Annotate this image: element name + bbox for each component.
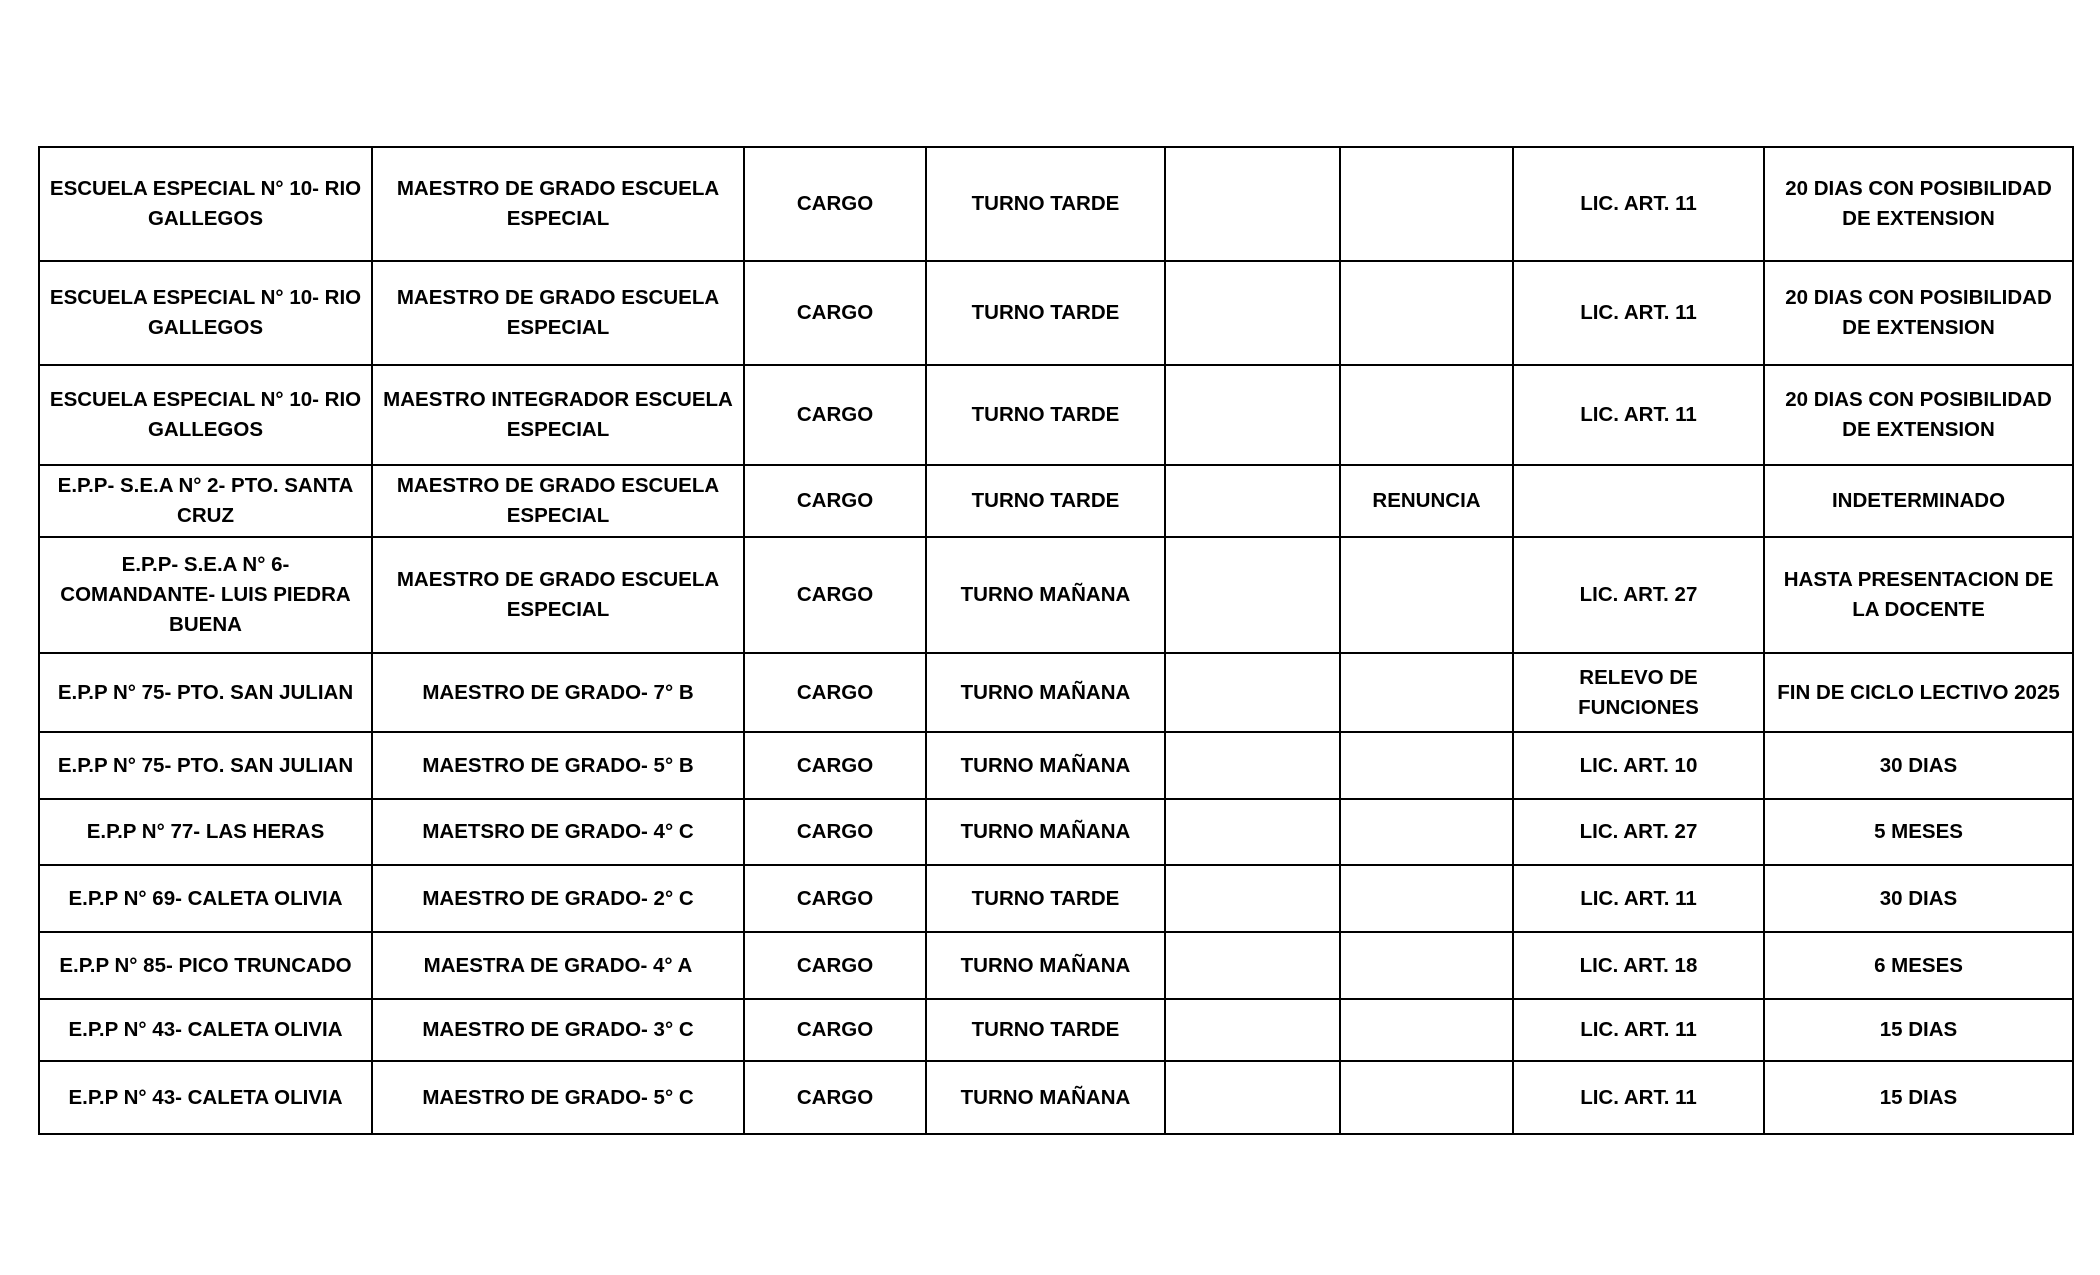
shift-cell: TURNO TARDE: [926, 261, 1165, 365]
blank-cell-a: [1165, 537, 1340, 653]
table-row: [39, 932, 2073, 999]
license-cell: LIC. ART. 11: [1513, 999, 1764, 1061]
reason-cell: [1340, 147, 1513, 261]
blank-cell-a: [1165, 465, 1340, 537]
duration-cell: FIN DE CICLO LECTIVO 2025: [1764, 653, 2073, 732]
school-cell: E.P.P N° 43- CALETA OLIVIA: [39, 999, 372, 1061]
blank-cell-a: [1165, 1061, 1340, 1134]
duration-cell: 30 DIAS: [1764, 732, 2073, 799]
reason-cell: [1340, 999, 1513, 1061]
type-cell: CARGO: [744, 865, 926, 932]
table-row: [39, 465, 2073, 537]
blank-cell-a: [1165, 799, 1340, 865]
position-cell: MAESTRO DE GRADO- 3° C: [372, 999, 744, 1061]
type-cell: CARGO: [744, 1061, 926, 1134]
reason-cell: [1340, 261, 1513, 365]
table-row: [39, 653, 2073, 732]
blank-cell-a: [1165, 653, 1340, 732]
table-row: [39, 732, 2073, 799]
reason-cell: RENUNCIA: [1340, 465, 1513, 537]
vacancies-table: [38, 146, 2074, 1135]
type-cell: CARGO: [744, 365, 926, 465]
type-cell: CARGO: [744, 465, 926, 537]
school-cell: E.P.P N° 85- PICO TRUNCADO: [39, 932, 372, 999]
duration-cell: 15 DIAS: [1764, 999, 2073, 1061]
shift-cell: TURNO MAÑANA: [926, 732, 1165, 799]
shift-cell: TURNO TARDE: [926, 865, 1165, 932]
reason-cell: [1340, 732, 1513, 799]
shift-cell: TURNO TARDE: [926, 999, 1165, 1061]
document-page: [38, 146, 2072, 1135]
position-cell: MAESTRO DE GRADO ESCUELA ESPECIAL: [372, 465, 744, 537]
school-cell: ESCUELA ESPECIAL N° 10- RIO GALLEGOS: [39, 147, 372, 261]
blank-cell-a: [1165, 732, 1340, 799]
table-body: [39, 147, 2073, 1134]
duration-cell: 5 MESES: [1764, 799, 2073, 865]
license-cell: LIC. ART. 11: [1513, 147, 1764, 261]
type-cell: CARGO: [744, 147, 926, 261]
shift-cell: TURNO TARDE: [926, 465, 1165, 537]
position-cell: MAETSRO DE GRADO- 4° C: [372, 799, 744, 865]
blank-cell-a: [1165, 365, 1340, 465]
blank-cell-a: [1165, 932, 1340, 999]
type-cell: CARGO: [744, 261, 926, 365]
type-cell: CARGO: [744, 799, 926, 865]
reason-cell: [1340, 653, 1513, 732]
duration-cell: 20 DIAS CON POSIBILIDAD DE EXTENSION: [1764, 147, 2073, 261]
duration-cell: 20 DIAS CON POSIBILIDAD DE EXTENSION: [1764, 365, 2073, 465]
blank-cell-a: [1165, 999, 1340, 1061]
position-cell: MAESTRO INTEGRADOR ESCUELA ESPECIAL: [372, 365, 744, 465]
duration-cell: 6 MESES: [1764, 932, 2073, 999]
position-cell: MAESTRO DE GRADO- 5° B: [372, 732, 744, 799]
table-row: [39, 365, 2073, 465]
license-cell: LIC. ART. 11: [1513, 261, 1764, 365]
type-cell: CARGO: [744, 932, 926, 999]
shift-cell: TURNO MAÑANA: [926, 1061, 1165, 1134]
type-cell: CARGO: [744, 999, 926, 1061]
school-cell: E.P.P N° 75- PTO. SAN JULIAN: [39, 732, 372, 799]
reason-cell: [1340, 932, 1513, 999]
license-cell: LIC. ART. 11: [1513, 365, 1764, 465]
position-cell: MAESTRO DE GRADO- 7° B: [372, 653, 744, 732]
reason-cell: [1340, 365, 1513, 465]
table-row: [39, 799, 2073, 865]
shift-cell: TURNO MAÑANA: [926, 932, 1165, 999]
type-cell: CARGO: [744, 537, 926, 653]
license-cell: LIC. ART. 27: [1513, 799, 1764, 865]
table-row: [39, 1061, 2073, 1134]
duration-cell: INDETERMINADO: [1764, 465, 2073, 537]
school-cell: E.P.P- S.E.A N° 2- PTO. SANTA CRUZ: [39, 465, 372, 537]
school-cell: E.P.P N° 69- CALETA OLIVIA: [39, 865, 372, 932]
blank-cell-a: [1165, 865, 1340, 932]
position-cell: MAESTRO DE GRADO ESCUELA ESPECIAL: [372, 147, 744, 261]
duration-cell: 30 DIAS: [1764, 865, 2073, 932]
table-row: [39, 261, 2073, 365]
shift-cell: TURNO TARDE: [926, 365, 1165, 465]
school-cell: ESCUELA ESPECIAL N° 10- RIO GALLEGOS: [39, 365, 372, 465]
school-cell: E.P.P N° 77- LAS HERAS: [39, 799, 372, 865]
position-cell: MAESTRO DE GRADO- 5° C: [372, 1061, 744, 1134]
position-cell: MAESTRO DE GRADO ESCUELA ESPECIAL: [372, 261, 744, 365]
reason-cell: [1340, 865, 1513, 932]
reason-cell: [1340, 537, 1513, 653]
table-row: [39, 147, 2073, 261]
license-cell: LIC. ART. 10: [1513, 732, 1764, 799]
license-cell: LIC. ART. 18: [1513, 932, 1764, 999]
school-cell: ESCUELA ESPECIAL N° 10- RIO GALLEGOS: [39, 261, 372, 365]
shift-cell: TURNO MAÑANA: [926, 653, 1165, 732]
school-cell: E.P.P N° 75- PTO. SAN JULIAN: [39, 653, 372, 732]
license-cell: LIC. ART. 27: [1513, 537, 1764, 653]
blank-cell-a: [1165, 147, 1340, 261]
type-cell: CARGO: [744, 653, 926, 732]
reason-cell: [1340, 799, 1513, 865]
duration-cell: HASTA PRESENTACION DE LA DOCENTE: [1764, 537, 2073, 653]
position-cell: MAESTRA DE GRADO- 4° A: [372, 932, 744, 999]
type-cell: CARGO: [744, 732, 926, 799]
position-cell: MAESTRO DE GRADO ESCUELA ESPECIAL: [372, 537, 744, 653]
shift-cell: TURNO MAÑANA: [926, 537, 1165, 653]
shift-cell: TURNO TARDE: [926, 147, 1165, 261]
license-cell: LIC. ART. 11: [1513, 1061, 1764, 1134]
position-cell: MAESTRO DE GRADO- 2° C: [372, 865, 744, 932]
table-row: [39, 865, 2073, 932]
reason-cell: [1340, 1061, 1513, 1134]
license-cell: LIC. ART. 11: [1513, 865, 1764, 932]
duration-cell: 15 DIAS: [1764, 1061, 2073, 1134]
school-cell: E.P.P- S.E.A N° 6- COMANDANTE- LUIS PIEDRA BUENA: [39, 537, 372, 653]
school-cell: E.P.P N° 43- CALETA OLIVIA: [39, 1061, 372, 1134]
license-cell: RELEVO DE FUNCIONES: [1513, 653, 1764, 732]
blank-cell-a: [1165, 261, 1340, 365]
shift-cell: TURNO MAÑANA: [926, 799, 1165, 865]
table-row: [39, 537, 2073, 653]
table-row: [39, 999, 2073, 1061]
license-cell: [1513, 465, 1764, 537]
duration-cell: 20 DIAS CON POSIBILIDAD DE EXTENSION: [1764, 261, 2073, 365]
